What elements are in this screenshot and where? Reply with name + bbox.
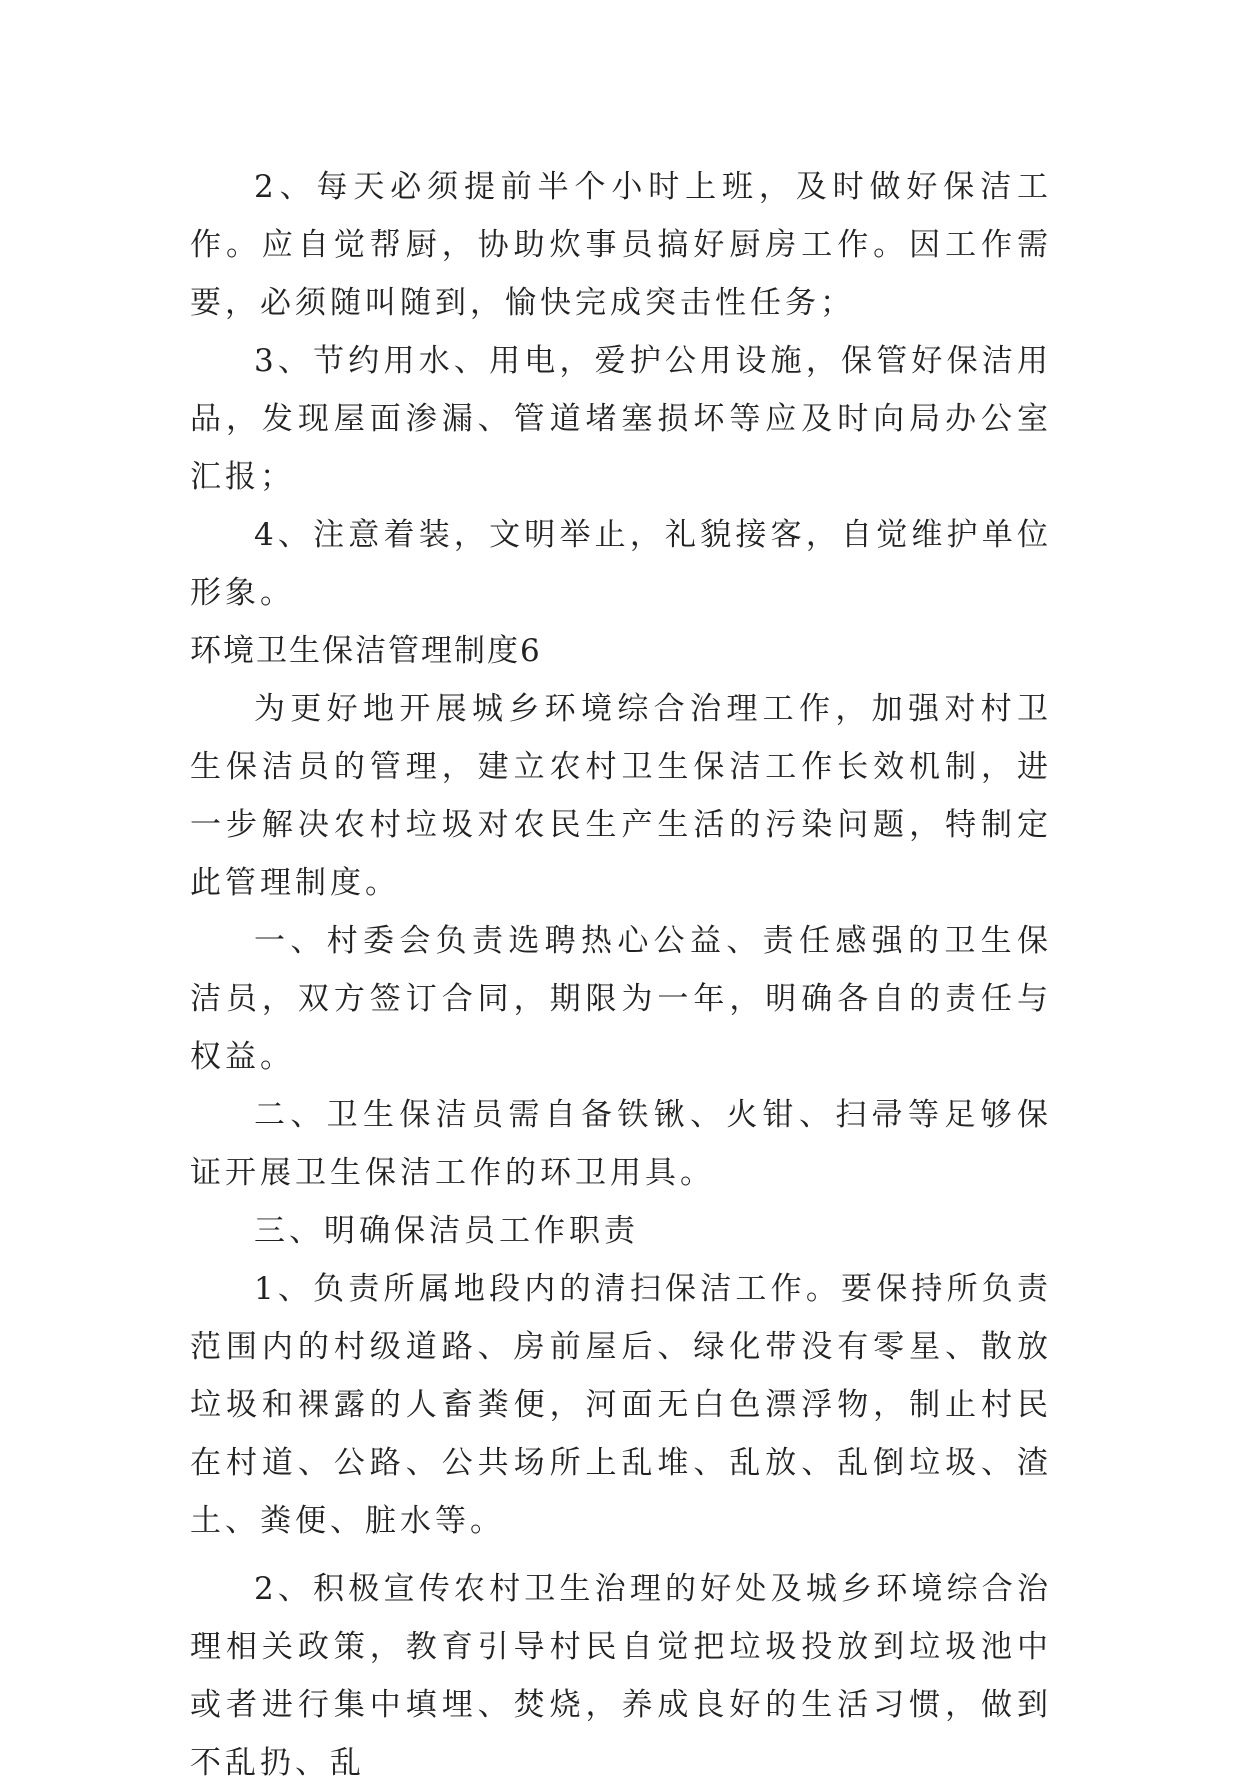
paragraph-item-3: 三、明确保洁员工作职责 — [254, 1213, 639, 1249]
paragraph-duty-4: 4、注意着装，文明举止，礼貌接客，自觉维护单位形象。 — [190, 517, 1052, 611]
paragraph-responsibility-1: 1、负责所属地段内的清扫保洁工作。要保持所负责范围内的村级道路、房前屋后、绿化带没有零星、散放垃圾和裸露的人畜粪便，河面无白色漂浮物，制止村民在村道、公路、公共场所上乱堆、乱放、乱倒垃圾、渣土、粪便、脏水等。 — [190, 1271, 1052, 1539]
section-heading: 环境卫生保洁管理制度6 — [190, 633, 542, 669]
document-body — [190, 158, 1052, 1792]
paragraph-item-2: 二、卫生保洁员需自备铁锹、火钳、扫帚等足够保证开展卫生保洁工作的环卫用具。 — [190, 1097, 1052, 1191]
paragraph-duty-3: 3、节约用水、用电，爱护公用设施，保管好保洁用品，发现屋面渗漏、管道堵塞损坏等应及时向局办公室汇报； — [190, 343, 1052, 495]
paragraph-responsibility-2: 2、积极宣传农村卫生治理的好处及城乡环境综合治理相关政策，教育引导村民自觉把垃圾投放到垃圾池中或者进行集中填埋、焚烧，养成良好的生活习惯，做到不乱扔、乱 — [190, 1571, 1052, 1781]
paragraph-intro: 为更好地开展城乡环境综合治理工作，加强对村卫生保洁员的管理，建立农村卫生保洁工作长效机制，进一步解决农村垃圾对农民生产生活的污染问题，特制定此管理制度。 — [190, 691, 1052, 901]
paragraph-duty-2: 2、每天必须提前半个小时上班，及时做好保洁工作。应自觉帮厨，协助炊事员搞好厨房工作。因工作需要，必须随叫随到，愉快完成突击性任务； — [190, 169, 1052, 321]
paragraph-item-1: 一、村委会负责选聘热心公益、责任感强的卫生保洁员，双方签订合同，期限为一年，明确各自的责任与权益。 — [190, 923, 1052, 1075]
